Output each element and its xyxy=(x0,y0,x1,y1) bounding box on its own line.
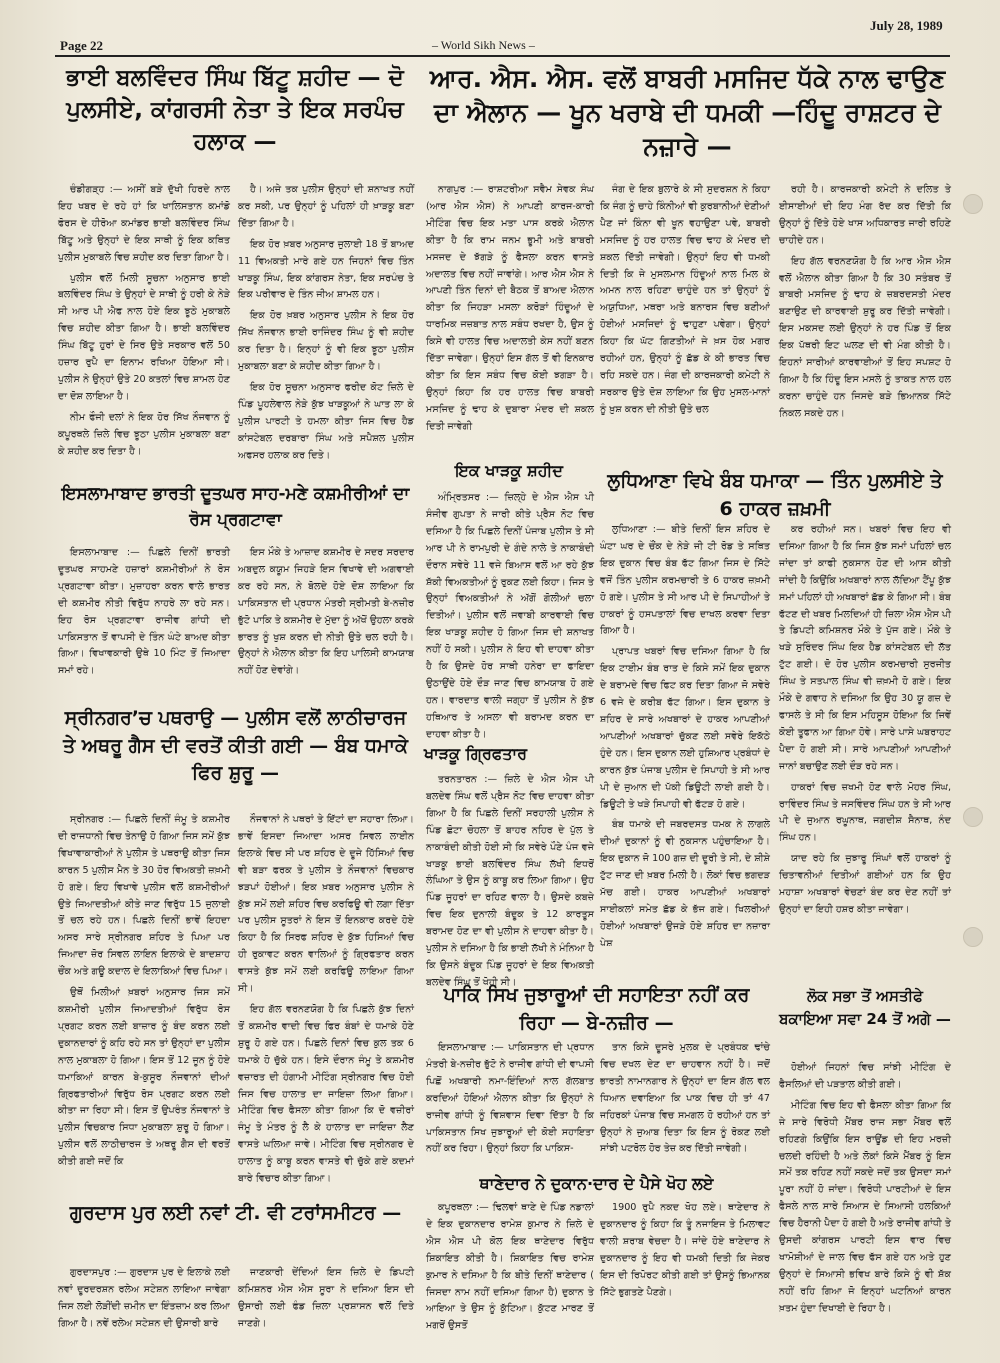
article-benazir-col-2 xyxy=(600,1040,770,1172)
page-number: Page 22 xyxy=(60,38,103,53)
header-rule xyxy=(55,55,950,57)
paragraph: ਯਾਦ ਰਹੇ ਕਿ ਜੁਝਾਰੂ ਸਿੰਘਾਂ ਵਲੋਂ ਹਾਕਰਾਂ ਨੂੰ ਚਿਤਾਵਨੀਆਂ ਦਿਤੀਆਂ ਗਈਆਂ ਹਨ ਕਿ ਉਹ ਮਹਾਸ਼ਾ ਅਖਬਾਰਾਂ ਵੇਚਣਾਂ ਬੰਦ ਕਰ ਦੇਣ ਨਹੀਂ ਤਾਂ ਉਨ੍ਹਾਂ ਦਾ ਇਹੀ ਹਸ਼ਰ ਕੀਤਾ ਜਾਵੇਗਾ। xyxy=(779,853,951,915)
paragraph: ਹੈ। ਅਜੇ ਤਕ ਪੁਲੀਸ ਉਨ੍ਹਾਂ ਦੀ ਸ਼ਨਾਖਤ ਨਹੀਂ ਕਰ ਸਕੀ, ਪਰ ਉਨ੍ਹਾਂ ਨੂੰ ਪਹਿਲਾਂ ਹੀ ਖ਼ਾੜਕੂ ਬਣਾ ਦਿੱਤਾ ਗਿਆ ਹੈ। xyxy=(238,184,414,229)
paragraph: ਨਾਗਪੁਰ :— ਰਾਸ਼ਟਰੀਆ ਸਵੈਮ ਸੇਵਕ ਸੰਘ (ਆਰ ਐਸ ਐਸ) ਨੇ ਆਪਣੀ ਕਾਰਜ-ਕਾਰੀ ਮੀਟਿੰਗ ਵਿਚ ਇਕ ਮਤਾ ਪਾਸ ਕਰਕੇ ਐਲਾਨ ਕੀਤਾ ਹੈ ਕਿ ਰਾਮ ਜਨਮ ਭੂਮੀ ਅਤੇ ਬਾਬਰੀ ਮਸਜਦ ਦੇ ਝੱਗੜੇ ਨੂੰ ਫੈਸਲਾ ਕਰਨ ਵਾਸਤੇ ਅਦਾਲਤ ਵਿਚ ਨਹੀਂ ਜਾਵਾਂਗੇ। ਆਰ ਐਸ ਐਸ ਨੇ ਆਪਣੀ ਤਿੰਨ ਦਿਨਾਂ ਦੀ ਬੈਠਕ ਤੋਂ ਬਾਅਦ ਐਲਾਨ ਕੀਤਾ ਕਿ ਜਿਹੜਾ ਮਸਲਾ ਕਰੋੜਾਂ ਹਿੰਦੂਆਂ ਦੇ ਧਾਰਮਿਕ ਜਜ਼ਬਾਤ ਨਾਲ ਸਬੰਧ ਰਖਦਾ ਹੈ, ਉਸ ਨੂੰ ਕਿਸੇ ਵੀ ਹਾਲਤ ਵਿਚ ਅਦਾਲਤੀ ਕੇਸ ਨਹੀਂ ਬਣਨ ਦਿੱਤਾ ਜਾਵੇਗਾ। ਉਨ੍ਹਾਂ ਇਸ ਗੱਲ ਤੋਂ ਵੀ ਇਨਕਾਰ ਕੀਤਾ ਕਿ ਇਸ ਸਬੰਧ ਵਿਚ ਕੋਈ ਝਗੜਾ ਹੈ। ਉਨ੍ਹਾਂ ਕਿਹਾ ਕਿ ਹਰ ਹਾਲਤ ਵਿਚ ਬਾਬਰੀ ਮਸਜਿਦ ਨੂੰ ਢਾਹ ਕੇ ਦੁਬਾਰਾ ਮੰਦਰ ਦੀ ਸ਼ਕਲ ਦਿਤੀ ਜਾਵੇਗੀ xyxy=(426,184,594,432)
paragraph: ਇਹ ਗੱਲ ਵਰਨਣਯੋਗ ਹੈ ਕਿ ਪਿਛਲੇ ਕੁੱਝ ਦਿਨਾਂ ਤੋਂ ਕਸ਼ਮੀਰ ਵਾਦੀ ਵਿਚ ਫਿਰ ਬੰਬਾਂ ਦੇ ਧਮਾਕੇ ਹੋਣੇ ਸ਼ੁਰੂ ਹੋ ਗਏ ਹਨ। ਪਿਛਲੇ ਦਿਨਾਂ ਵਿਚ ਕੁਲ ਤਕ 6 ਧਮਾਕੇ ਹੋ ਚੁੱਕੇ ਹਨ। ਇਸੇ ਦੌਰਾਨ ਜੰਮੂ ਤੇ ਕਸ਼ਮੀਰ ਵਜ਼ਾਰਤ ਦੀ ਹੰਗਾਮੀ ਮੀਟਿੰਗ ਸ੍ਰੀਨਗਰ ਵਿਚ ਹੋਈ ਜਿਸ ਵਿਚ ਹਾਲਾਤ ਦਾ ਜਾਇਜ਼ਾ ਲਿਆ ਗਿਆ। ਮੀਟਿੰਗ ਵਿਚ ਫੈਸਲਾ ਕੀਤਾ ਗਿਆ ਕਿ ਦੋ ਵਜ਼ੀਰਾਂ ਜੰਮੂ ਤੇ ਮੰਤਰ ਨੂੰ ਲੈ ਕੇ ਹਾਲਾਤ ਦਾ ਜਾਇਜ਼ਾ ਲੈਣ ਵਾਸਤੇ ਘਲਿਆ ਜਾਵੇ। ਮੀਟਿੰਗ ਵਿਚ ਸ੍ਰੀਨਗਰ ਦੇ ਹਾਲਾਤ ਨੂੰ ਕਾਬੂ ਕਰਨ ਵਾਸਤੇ ਵੀ ਚੁੱਕੇ ਗਏ ਕਦਮਾਂ ਬਾਰੇ ਵਿਚਾਰ ਕੀਤਾ ਗਿਆ। xyxy=(238,1003,414,1185)
paragraph: ਲੁਧਿਆਣਾ :— ਬੀਤੇ ਦਿਨੀਂ ਇਸ ਸ਼ਹਿਰ ਦੇ ਘੰਟਾ ਘਰ ਦੇ ਚੌਂਕ ਦੇ ਨੇੜੇ ਜੀ ਟੀ ਰੋਡ ਤੇ ਸਥਿਤ ਇਕ ਦੁਕਾਨ ਵਿਚ ਬੰਬ ਫੱਟ ਗਿਆ ਜਿਸ ਦੇ ਸਿੱਟੇ ਵਜੋਂ ਤਿੰਨ ਪੁਲੀਸ ਕਰਮਚਾਰੀ ਤੇ 6 ਹਾਕਰ ਜ਼ਖ਼ਮੀ ਹੋ ਗਏ। ਪੁਲੀਸ ਤੇ ਸੀ ਆਰ ਪੀ ਦੇ ਸਿਪਾਹੀਆਂ ਤੇ ਹਾਕਰਾਂ ਨੂੰ ਹਸਪਤਾਲਾਂ ਵਿਚ ਦਾਖਲ ਕਰਵਾ ਦਿਤਾ ਗਿਆ ਹੈ। xyxy=(600,524,770,637)
paragraph: ਚੰਡੀਗੜ੍ਹ :— ਅਸੀਂ ਬੜੇ ਦੁੱਖੀ ਹਿਰਦੇ ਨਾਲ ਇਹ ਖਬਰ ਦੇ ਰਹੇ ਹਾਂ ਕਿ ਖਾਲਿਸਤਾਨ ਕਮਾਂਡੋ ਫੋਰਸ ਦੇ ਹੀਰੋਆ ਕਮਾਂਡਰ ਭਾਈ ਬਲਵਿੰਦਰ ਸਿੰਘ ਬਿੱਟੂ ਅਤੇ ਉਨ੍ਹਾਂ ਦੇ ਇਕ ਸਾਥੀ ਨੂੰ ਇਕ ਕਥਿਤ ਪੁਲੀਸ ਮੁਕਾਬਲੇ ਵਿਚ ਸ਼ਹੀਦ ਕਰ ਦਿਤਾ ਗਿਆ ਹੈ। xyxy=(58,184,230,263)
article-gurdaspur-col-1 xyxy=(58,1265,230,1357)
paragraph: ਤਰਨਤਾਰਨ :— ਜ਼ਿਲੇ ਦੇ ਐਸ ਐਸ ਪੀ ਬਲਦੇਵ ਸਿੰਘ ਵਲੋਂ ਪ੍ਰੈਸ ਨੋਟ ਵਿਚ ਦਾਹਵਾ ਕੀਤਾ ਗਿਆ ਹੈ ਕਿ ਪਿਛਲੇ ਦਿਨੀਂ ਸਰਹਾਲੀ ਪੁਲੀਸ ਨੇ ਪਿੰਡ ਛੋਟਾ ਚੋਹਲਾ ਤੋਂ ਬਾਹਰ ਨਹਿਰ ਦੇ ਪੁੱਲ ਤੇ ਨਾਕਾਬੰਦੀ ਕੀਤੀ ਹੋਈ ਸੀ ਕਿ ਸਵੇਰੇ ਪੌਣੇ ਪੰਜ ਵਜੇ ਖਾੜਕੂ ਭਾਈ ਬਲਵਿੰਦਰ ਸਿੰਘ ਲੱਖੀ ਇਧਰੋਂ ਲੰਘਿਆ ਤੇ ਉਸ ਨੂੰ ਕਾਬੂ ਕਰ ਲਿਆ ਗਿਆ। ਉਹ ਪਿੰਡ ਜੂਹਰਾਂ ਦਾ ਰਹਿਣ ਵਾਲਾ ਹੈ। ਉਸਦੇ ਕਬਜ਼ੇ ਵਿਚ ਇਕ ਦੁਨਾਲੀ ਬੰਦੂਕ ਤੇ 12 ਕਾਰਤੂਸ ਬਰਾਮਦ ਹੋਣ ਦਾ ਵੀ ਪੁਲੀਸ ਨੇ ਦਾਹਵਾ ਕੀਤਾ ਹੈ। ਪੁਲੀਸ ਨੇ ਦਸਿਆ ਹੈ ਕਿ ਭਾਈ ਲੱਖੀ ਨੇ ਮੰਨਿਆ ਹੈ ਕਿ ਉਸਨੇ ਬੰਦੂਕ ਪਿੰਡ ਜੂਹਰਾਂ ਦੇ ਇਕ ਵਿਅਕਤੀ ਬਲਦੇਵ ਸਿੰਘ ਤੋਂ ਖੋਹੀ ਸੀ। xyxy=(426,774,594,988)
paragraph: ਹੋਈਆਂ ਜਿਹਨਾਂ ਵਿਚ ਸਾਂਝੀ ਮੀਟਿੰਗ ਦੇ ਫੈਸਲਿਆਂ ਦੀ ਪੜਤਾਲ ਕੀਤੀ ਗਈ। xyxy=(779,1062,951,1090)
article-bittu-col-2 xyxy=(238,182,414,462)
article-srinagar-col-1 xyxy=(58,812,230,1194)
paragraph: 1900 ਰੁਪੈ ਨਕਦ ਖੋਹ ਲਏ। ਥਾਣੇਦਾਰ ਨੇ ਦੁਕਾਨਦਾਰ ਨੂੰ ਕਿਹਾ ਕਿ ਤੂੰ ਨਜਾਇਜ ਤੇ ਮਿਲਾਵਟ ਵਾਲੀ ਸ਼ਰਾਬ ਵੇਚਦਾ ਹੈ। ਜਾਂਦੇ ਹੋਏ ਥਾਣੇਦਾਰ ਨੇ ਦੁਕਾਨਦਾਰ ਨੂੰ ਇਹ ਵੀ ਧਮਕੀ ਦਿਤੀ ਕਿ ਜੇਕਰ ਇਸ ਦੀ ਰਿਪੋਰਟ ਕੀਤੀ ਗਈ ਤਾਂ ਉਸਨੂੰ ਭਿਆਨਕ ਸਿੱਟੇ ਭੁਗਤਣੇ ਪੈਣਗੇ। xyxy=(600,1202,770,1298)
article-babri-col-3 xyxy=(779,182,951,464)
paragraph: ਪ੍ਰਾਪਤ ਖਬਰਾਂ ਵਿਚ ਦਸਿਆ ਗਿਆ ਹੈ ਕਿ ਇਕ ਟਾਈਮ ਬੰਬ ਰਾਤ ਦੇ ਕਿਸੇ ਸਮੇਂ ਇਕ ਦੁਕਾਨ ਦੇ ਬਰਾਮਦੇ ਵਿਚ ਫਿਟ ਕਰ ਦਿਤਾ ਗਿਆ ਜੋ ਸਵੇਰੇ 6 ਵਜੇ ਦੇ ਕਰੀਬ ਫੱਟ ਗਿਆ। ਇਸ ਦੁਕਾਨ ਤੇ ਸ਼ਹਿਰ ਦੇ ਸਾਰੇ ਅਖਬਾਰਾਂ ਦੇ ਹਾਕਰ ਆਪਣੀਆਂ ਆਪਣੀਆਂ ਅਖਬਾਰਾਂ ਚੁੱਕਣ ਲਈ ਸਵੇਰੇ ਇਕੱਠੇ ਹੁੰਦੇ ਹਨ। ਇਸ ਦੁਕਾਨ ਲਈ ਹੁਸ਼ਿਆਰ ਪ੍ਰਬੰਧਾਂ ਦੇ ਕਾਰਨ ਕੁੱਝ ਪੰਜਾਬ ਪੁਲੀਸ ਦੇ ਸਿਪਾਹੀ ਤੇ ਸੀ ਆਰ ਪੀ ਦੇ ਜੁਆਨ ਦੀ ਪੱਕੀ ਡਿਊਟੀ ਲਾਈ ਗਈ ਹੈ। ਡਿਊਟੀ ਤੇ ਖੜੇ ਸਿਪਾਹੀ ਵੀ ਫੱਟੜ ਹੋ ਗਏ। xyxy=(600,646,770,810)
paragraph: ਇਸਲਾਮਾਬਾਦ :— ਪਾਕਿਸਤਾਨ ਦੀ ਪ੍ਰਧਾਨ ਮੰਤਰੀ ਬੇ-ਨਜ਼ੀਰ ਭੁੱਟੋ ਨੇ ਰਾਜੀਵ ਗਾਂਧੀ ਦੀ ਵਾਪਸੀ ਪਿਛੋਂ ਅਖਬਾਰੀ ਨਮਾ-ਇੰਦਿਆਂ ਨਾਲ ਗੱਲਬਾਤ ਕਰਦਿਆਂ ਹੋਇਆਂ ਐਲਾਨ ਕੀਤਾ ਕਿ ਉਨ੍ਹਾਂ ਨੇ ਰਾਜੀਵ ਗਾਂਧੀ ਨੂੰ ਵਿਸ਼ਵਾਸ ਦਿਵਾ ਦਿੱਤਾ ਹੈ ਕਿ ਪਾਕਿਸਤਾਨ ਸਿਖ ਜੁਝਾਰੂਆਂ ਦੀ ਕੋਈ ਸਹਾਇਤਾ ਨਹੀਂ ਕਰ ਰਿਹਾ। ਉਨ੍ਹਾਂ ਕਿਹਾ ਕਿ ਪਾਕਿਸ- xyxy=(426,1042,594,1155)
article-khadku-shaheed-col xyxy=(426,490,594,742)
paragraph: ਸ੍ਰੀਨਗਰ :— ਪਿਛਲੇ ਦਿਨੀਂ ਜੰਮੂ ਤੇ ਕਸ਼ਮੀਰ ਦੀ ਰਾਜਧਾਨੀ ਵਿਚ ਤੇਨਾਉ ਹੋ ਗਿਆ ਜਿਸ ਸਮੇਂ ਕੁੱਝ ਵਿਖਾਵਾਕਾਰੀਆਂ ਨੇ ਪੁਲੀਸ ਤੇ ਪਥਰਾਉ ਕੀਤਾ ਜਿਸ ਕਾਰਨ 5 ਪੁਲੀਸ ਮੈਨ ਤੇ 30 ਹੋਰ ਵਿਅਕਤੀ ਜ਼ਖ਼ਮੀ ਹੋ ਗਏ। ਇਹ ਵਿਖਾਵੇ ਪੁਲੀਸ ਵਲੋਂ ਕਸ਼ਮੀਰੀਆਂ ਉਤੇ ਜਿਆਦਤੀਆਂ ਕੀਤੇ ਜਾਣ ਵਿਰੁੱਧ 15 ਜੁਲਾਈ ਤੋਂ ਚਲ ਰਹੇ ਹਨ। ਪਿਛਲੇ ਦਿਨੀਂ ਭਾਵੇਂ ਇਹਦਾ ਅਸਰ ਸਾਰੇ ਸ੍ਰੀਨਗਰ ਸ਼ਹਿਰ ਤੇ ਪਿਆ ਪਰ ਜਿਆਦਾ ਜ਼ੋਰ ਸਿਵਲ ਲਾਇਨ ਇਲਾਕੇ ਦੇ ਬਾਦਸ਼ਾਹ ਚੌਂਕ ਅਤੇ ਗਊ ਕਦਾਲ ਦੇ ਇਲਾਕਿਆਂ ਵਿਚ ਪਿਆ। xyxy=(58,814,230,978)
article-srinagar-col-2 xyxy=(238,812,414,1194)
paragraph: ਇਸ ਮੌਕੇ ਤੇ ਆਜ਼ਾਦ ਕਸ਼ਮੀਰ ਦੇ ਸਦਰ ਸਰਦਾਰ ਅਬਦੁਲ ਕਯੂਮ ਜਿਹੜੇ ਇਸ ਵਿਖਾਵੇ ਦੀ ਅਗਵਾਈ ਕਰ ਰਹੇ ਸਨ, ਨੇ ਬੋਲਦੇ ਹੋਏ ਦੋਸ਼ ਲਾਇਆ ਕਿ ਪਾਕਿਸਤਾਨ ਦੀ ਪ੍ਰਧਾਨ ਮੰਤਰੀ ਸ੍ਰੀਮਤੀ ਬੇ-ਨਜ਼ੀਰ ਭੁੱਟੋ ਪਾਕਿ ਤੇ ਕਸ਼ਮੀਰ ਦੇ ਮੁੱਦਾ ਨੂੰ ਅੱਖੋਂ ਉਹਲਾ ਕਰਕੇ ਭਾਰਤ ਨੂੰ ਖੁਸ਼ ਕਰਨ ਦੀ ਨੀਤੀ ਉਤੇ ਚਲ ਰਹੀ ਹੈ। ਉਨ੍ਹਾਂ ਨੇ ਐਲਾਨ ਕੀਤਾ ਕਿ ਇਹ ਪਾਲਿਸੀ ਕਾਮਯਾਬ ਨਹੀਂ ਹੋਣ ਦੇਵਾਂਗੇ। xyxy=(238,547,414,677)
headline-srinagar: ਸ੍ਰੀਨਗਰ’ਚ ਪਥਰਾਉ — ਪੁਲੀਸ ਵਲੋਂ ਲਾਠੀਚਾਰਜ ਤੇ ਅਥਰੂ ਗੈਸ ਦੀ ਵਰਤੋਂ ਕੀਤੀ ਗਈ — ਬੰਬ ਧਮਾਕੇ ਫਿਰ ਸ਼ੁਰੂ — xyxy=(63,707,408,785)
binder-hole xyxy=(963,927,983,947)
paragraph: ਨੌਜਵਾਨਾਂ ਨੇ ਪਥਰਾਂ ਤੇ ਇੱਟਾਂ ਦਾ ਸਹਾਰਾ ਲਿਆ। ਭਾਵੇਂ ਇਸਦਾ ਜਿਆਦਾ ਅਸਰ ਸਿਵਲ ਲਾਈਨ ਇਲਾਕੇ ਵਿਚ ਸੀ ਪਰ ਸ਼ਹਿਰ ਦੇ ਦੂਜੇ ਹਿੱਸਿਆਂ ਵਿਚ ਵੀ ਬੜਾ ਫਰਕ ਤੇ ਪੁਲੀਸ ਤੇ ਨੌਜਵਾਨਾਂ ਵਿਚਕਾਰ ਝੜਪਾਂ ਹੋਈਆਂ। ਇਕ ਖ਼ਬਰ ਅਨੁਸਾਰ ਪੁਲੀਸ ਨੇ ਕੁੱਝ ਸਮੇਂ ਲਈ ਸ਼ਹਿਰ ਵਿਚ ਕਰਫਿਊ ਵੀ ਲਗਾ ਦਿੱਤਾ ਪਰ ਪੁਲੀਸ ਸੂਤਰਾਂ ਨੇ ਇਸ ਤੋਂ ਇਨਕਾਰ ਕਰਦੇ ਹੋਏ ਕਿਹਾ ਹੈ ਕਿ ਸਿਰਫ ਸ਼ਹਿਰ ਦੇ ਕੁੱਝ ਹਿਸਿਆਂ ਵਿਚ ਹੀ ਰੁਕਾਵਟ ਕਰਨ ਵਾਲਿਆਂ ਨੂੰ ਗ੍ਰਿਫਤਾਰ ਕਰਨ ਵਾਸਤੇ ਕੁੱਝ ਸਮੇਂ ਲਈ ਕਰਫਿਊ ਲਾਇਆ ਗਿਆ ਸੀ। xyxy=(238,814,414,995)
headline-khadku-shaheed: ਇਕ ਖਾੜਕੂ ਸ਼ਹੀਦ xyxy=(455,461,563,480)
paragraph: ਇਕ ਹੋਰ ਖ਼ਬਰ ਅਨੁਸਾਰ ਜੁਲਾਈ 18 ਤੋਂ ਬਾਅਦ 11 ਵਿਅਕਤੀ ਮਾਰੇ ਗਏ ਹਨ ਜਿਹਨਾਂ ਵਿਚ ਤਿੰਨ ਖਾੜਕੂ ਸਿੰਘ, ਇਕ ਕਾਂਗਰਸ ਨੇਤਾ, ਇਕ ਸਰਪੰਚ ਤੇ ਇਕ ਪਰੀਵਾਰ ਦੇ ਤਿੰਨ ਜੀਅ ਸ਼ਾਮਲ ਹਨ। xyxy=(238,238,414,301)
paragraph: ਰਹੀ ਹੈ। ਕਾਰਜਕਾਰੀ ਕਮੇਟੀ ਨੇ ਦਲਿਤ ਤੇ ਈਸਾਈਆਂ ਦੀ ਇਹ ਮੰਗ ਰੱਦ ਕਰ ਦਿੱਤੀ ਕਿ ਉਨ੍ਹਾਂ ਨੂੰ ਦਿੱਤੇ ਹੋਏ ਖਾਸ ਅਧਿਕਾਰਤ ਜਾਰੀ ਰਹਿਣੇ ਚਾਹੀਦੇ ਹਨ। xyxy=(779,184,951,246)
article-bittu-col-1 xyxy=(58,182,230,462)
article-islamabad-col-1 xyxy=(58,545,230,685)
paragraph: ਕਪੂਰਥਲਾ :— ਢਿਲਵਾਂ ਥਾਣੇ ਦੇ ਪਿੰਡ ਨਡਾਲਾਂ ਦੇ ਇਕ ਦੁਕਾਨਦਾਰ ਰਾਮੇਸ਼ ਕੁਮਾਰ ਨੇ ਜ਼ਿਲੇ ਦੇ ਐਸ ਐਸ ਪੀ ਕੋਲ ਇਕ ਥਾਣੇਦਾਰ ਵਿਰੁੱਧ ਸ਼ਿਕਾਇਤ ਕੀਤੀ ਹੈ। ਸ਼ਿਕਾਇਤ ਵਿਚ ਰਾਮੇਸ਼ ਕੁਮਾਰ ਨੇ ਦਸਿਆ ਹੈ ਕਿ ਬੀਤੇ ਦਿਨੀਂ ਥਾਣੇਦਾਰ ( ਜਿਸਦਾ ਨਾਮ ਨਹੀਂ ਦਸਿਆ ਗਿਆ ਹੈ) ਦੁਕਾਨ ਤੇ ਆਇਆ ਤੇ ਉਸ ਨੂੰ ਕੁੱਟਿਆ। ਕੁੱਟਣ ਮਾਰਣ ਤੋਂ ਮਗਰੋਂ ਉਸਤੋਂ xyxy=(426,1202,594,1332)
headline-khadku-arrested: ਖਾੜਕੂ ਗ੍ਰਿਫਤਾਰ xyxy=(424,744,528,763)
paragraph: ਪੁਲੀਸ ਵਲੋਂ ਮਿਲੀ ਸੂਚਨਾ ਅਨੁਸਾਰ ਭਾਈ ਬਲਵਿੰਦਰ ਸਿੰਘ ਤੇ ਉਨ੍ਹਾਂ ਦੇ ਸਾਥੀ ਨੂੰ ਹਰੀ ਕੇ ਨੇੜੇ ਸੀ ਆਰ ਪੀ ਐਫ ਨਾਲ ਹੋਏ ਇਕ ਝੂਠੇ ਮੁਕਾਬਲੇ ਵਿਚ ਸ਼ਹੀਦ ਕੀਤਾ ਗਿਆ ਹੈ। ਭਾਈ ਬਲਵਿੰਦਰ ਸਿੰਘ ਬਿੱਟੂ ਹੁਰਾਂ ਦੇ ਸਿਰ ਉਤੇ ਸਰਕਾਰ ਵਲੋਂ 50 ਹਜ਼ਾਰ ਰੁਪੈ ਦਾ ਇਨਾਮ ਰਖਿਆ ਹੋਇਆ ਸੀ। ਪੁਲੀਸ ਨੇ ਉਨ੍ਹਾਂ ਉਤੇ 20 ਕਤਲਾਂ ਵਿਚ ਸ਼ਾਮਲ ਹੋਣ ਦਾ ਦੋਸ਼ ਲਾਇਆ ਹੈ। xyxy=(58,272,230,402)
paragraph: ਜੰਗ ਦੇ ਇਕ ਬੁਲਾਰੇ ਕੇ ਸੀ ਸੁਦਰਸ਼ਨ ਨੇ ਕਿਹਾ ਕਿ ਜੰਗ ਨੂੰ ਚਾਹੇ ਕਿੰਨੀਆਂ ਵੀ ਕੁਰਬਾਨੀਆਂ ਦੇਣੀਆਂ ਪੈਣ ਜਾਂ ਕਿੰਨਾ ਵੀ ਖੂਨ ਵਹਾਉਣਾ ਪਵੇ, ਬਾਬਰੀ ਮਸਜਿਦ ਨੂੰ ਹਰ ਹਾਲਤ ਵਿਚ ਢਾਹ ਕੇ ਮੰਦਰ ਦੀ ਸ਼ਕਲ ਦਿੱਤੀ ਜਾਵੇਗੀ। ਉਨ੍ਹਾਂ ਇਹ ਵੀ ਧਮਕੀ ਦਿਤੀ ਕਿ ਜੇ ਮੁਸਲਮਾਨ ਹਿੰਦੂਆਂ ਨਾਲ ਮਿਲ ਕੇ ਅਮਨ ਨਾਲ ਰਹਿਣਾ ਚਾਹੁੰਦੇ ਹਨ ਤਾਂ ਉਨ੍ਹਾਂ ਨੂੰ ਅਯੁਧਿਆ, ਮਥਰਾ ਅਤੇ ਬਨਾਰਸ ਵਿਚ ਬਣੀਆਂ ਹੋਈਆਂ ਮਸਜਿਦਾਂ ਨੂੰ ਢਾਹੁਣਾ ਪਵੇਗਾ। ਉਨ੍ਹਾਂ ਕਿਹਾ ਕਿ ਘੱਟ ਗਿਣਤੀਆਂ ਜੇ ਖ਼ਸ ਹੋਕ ਮਗਰ ਰਹੀਆਂ ਹਨ, ਉਨ੍ਹਾਂ ਨੂੰ ਛੱਡ ਕੇ ਕੀ ਭਾਰਤ ਵਿਚ ਰਹਿ ਸਕਦੇ ਹਨ। ਜੰਗ ਦੀ ਕਾਰਜਕਾਰੀ ਕਮੇਟੀ ਨੇ ਸਰਕਾਰ ਉਤੇ ਦੋਸ਼ ਲਾਇਆ ਕਿ ਉਹ ਮੁਸਲ-ਮਾਨਾਂ ਨੂੰ ਖ਼ੁਸ਼ ਕਰਨ ਦੀ ਨੀਤੀ ਉਤੇ ਚਲ xyxy=(600,184,770,415)
article-ludhiana-col-2 xyxy=(779,522,951,970)
paragraph: ਅੰਮ੍ਰਿਤਸਰ :— ਜ਼ਿਲ੍ਹੇ ਦੇ ਐਸ ਐਸ ਪੀ ਸੰਜੀਵ ਗੁਪਤਾ ਨੇ ਜਾਰੀ ਕੀਤੇ ਪ੍ਰੈਸ ਨੋਟ ਵਿਚ ਦਸਿਆ ਹੈ ਕਿ ਪਿਛਲੇ ਦਿਨੀਂ ਪੰਜਾਬ ਪੁਲੀਸ ਤੇ ਸੀ ਆਰ ਪੀ ਨੇ ਰਾਮਪੁਰੀ ਦੇ ਗੰਦੇ ਨਾਲੇ ਤੇ ਨਾਕਾਬੰਦੀ ਦੌਰਾਨ ਸਵੇਰੇ 11 ਵਜੇ ਬਿਆਸ ਵਲੋਂ ਆ ਰਹੇ ਕੁੱਝ ਸ਼ੱਕੀ ਵਿਅਕਤੀਆਂ ਨੂੰ ਰੁਕਣ ਲਈ ਕਿਹਾ। ਜਿਸ ਤੇ ਉਨ੍ਹਾਂ ਵਿਅਕਤੀਆਂ ਨੇ ਅੱਗੋਂ ਗੋਲੀਆਂ ਚਲਾ ਦਿਤੀਆਂ। ਪੁਲੀਸ ਵਲੋਂ ਜਵਾਬੀ ਕਾਰਵਾਈ ਵਿਚ ਇਕ ਖਾੜਕੂ ਸ਼ਹੀਦ ਹੋ ਗਿਆ ਜਿਸ ਦੀ ਸ਼ਨਾਖਤ ਨਹੀਂ ਹੋ ਸਕੀ। ਪੁਲੀਸ ਨੇ ਇਹ ਵੀ ਦਾਹਵਾ ਕੀਤਾ ਹੈ ਕਿ ਉਸਦੇ ਹੋਰ ਸਾਥੀ ਹਨੇਰਾ ਦਾ ਫਾਇਦਾ ਉਠਾਉਂਦੇ ਹੋਏ ਦੌੜ ਜਾਣ ਵਿਚ ਕਾਮਯਾਬ ਹੋ ਗਏ ਹਨ। ਵਾਰਦਾਤ ਵਾਲੀ ਜਗ੍ਹਾ ਤੋਂ ਪੁਲੀਸ ਨੇ ਕੁੱਝ ਹਥਿਆਰ ਤੇ ਅਸਲਾ ਵੀ ਬਰਾਮਦ ਕਰਨ ਦਾ ਦਾਹਵਾ ਕੀਤਾ ਹੈ। xyxy=(426,492,594,740)
paragraph: ਇਕ ਹੋਰ ਖ਼ਬਰ ਅਨੁਸਾਰ ਪੁਲੀਸ ਨੇ ਇਕ ਹੋਰ ਸਿੱਖ ਨੌਜਵਾਨ ਭਾਈ ਰਾਜਿੰਦਰ ਸਿੰਘ ਨੂੰ ਵੀ ਸ਼ਹੀਦ ਕਰ ਦਿਤਾ ਹੈ। ਇਨ੍ਹਾਂ ਨੂੰ ਵੀ ਇਕ ਝੂਠਾ ਪੁਲੀਸ ਮੁਕਾਬਲਾ ਬਣਾ ਕੇ ਸ਼ਹੀਦ ਕੀਤਾ ਗਿਆ ਹੈ। xyxy=(238,310,414,373)
binder-hole xyxy=(963,807,983,827)
issue-date: July 28, 1989 xyxy=(870,18,943,33)
headline-gurdaspur: ਗੁਰਦਾਸ ਪੁਰ ਲਈ ਨਵਾਂ ਟੀ. ਵੀ ਟਰਾਂਸਮੀਟਰ — xyxy=(69,1202,402,1224)
paragraph: ਬੰਬ ਧਮਾਕੇ ਦੀ ਜਬਰਦਸਤ ਧਮਕ ਨੇ ਲਾਗਲੇ ਦੀਆਂ ਦੁਕਾਨਾਂ ਨੂੰ ਵੀ ਨੁਕਸਾਨ ਪਹੁੰਚਾਇਆ ਹੈ। ਇਕ ਦੁਕਾਨ ਜੋ 100 ਗਜ਼ ਦੀ ਦੂਰੀ ਤੇ ਸੀ, ਦੇ ਸ਼ੀਸ਼ੇ ਟੁੱਟ ਜਾਣ ਦੀ ਖ਼ਬਰ ਮਿਲੀ ਹੈ। ਲੋਕਾਂ ਵਿਚ ਭਗਦੜ ਮੱਚ ਗਈ। ਹਾਕਰ ਆਪਣੀਆਂ ਅਖਬਾਰਾਂ ਸਾਈਕਲਾਂ ਸਮੇਤ ਛੱਡ ਕੇ ਭੱਜ ਗਏ। ਖਿਲਰੀਆਂ ਹੋਈਆਂ ਅਖਬਾਰਾਂ ਉਜੜੇ ਹੋਏ ਸ਼ਹਿਰ ਦਾ ਨਜ਼ਾਰਾ ਪੇਸ਼ xyxy=(600,819,770,949)
paragraph: ਕਰ ਰਹੀਆਂ ਸਨ। ਖਬਰਾਂ ਵਿਚ ਇਹ ਵੀ ਦਸਿਆ ਗਿਆ ਹੈ ਕਿ ਜਿਸ ਕੁੱਝ ਸਮਾਂ ਪਹਿਲਾਂ ਚਲ ਜਾਂਦਾ ਤਾਂ ਕਾਫੀ ਨੁਕਸਾਨ ਹੋਣ ਦੀ ਆਸ ਕੀਤੀ ਜਾਂਦੀ ਹੈ ਕਿਉਂਕਿ ਅਖਬਾਰਾਂ ਨਾਲ ਲੱਦਿਆ ਟੈਂਪੂ ਕੁੱਝ ਸਮਾਂ ਪਹਿਲਾਂ ਹੀ ਅਖਬਾਰਾਂ ਛੱਡ ਕੇ ਗਿਆ ਸੀ। ਬੰਬ ਫੱਟਣ ਦੀ ਖਬਰ ਮਿਲਦਿਆਂ ਹੀ ਜ਼ਿਲਾ ਐਸ ਐਸ ਪੀ ਤੇ ਡਿਪਟੀ ਕਮਿਸ਼ਨਰ ਮੌਕੇ ਤੇ ਪੁੱਜ ਗਏ। ਮੌਕੇ ਤੇ ਖੜੇ ਸੁਰਿੰਦਰ ਸਿੰਘ ਇਕ ਹੈਡ ਕਾਂਸਟੇਬਲ ਦੀ ਲੱਤ ਟੁੱਟ ਗਈ। ਦੋ ਹੋਰ ਪੁਲੀਸ ਕਰਮਚਾਰੀ ਸੁਰਜੀਤ ਸਿੰਘ ਤੇ ਸਤਪਾਲ ਸਿੰਘ ਵੀ ਜ਼ਖ਼ਮੀ ਹੋ ਗਏ। ਇਕ ਮੌਕੇ ਦੇ ਗਵਾਹ ਨੇ ਦਸਿਆ ਕਿ ਉਹ 30 ਯੂ ਗਜ਼ ਦੇ ਫਾਸਲੇ ਤੇ ਸੀ ਕਿ ਇਸ ਮਹਿਸੂਸ ਹੋਇਆ ਕਿ ਜਿਵੇਂ ਕੋਈ ਤੂਫਾਨ ਆ ਗਿਆ ਹੋਵੇ। ਸਾਰੇ ਪਾਸੇ ਘਬਰਾਹਟ ਪੈਦਾ ਹੋ ਗਈ ਸੀ। ਸਾਰੇ ਆਪਣੀਆਂ ਆਪਣੀਆਂ ਜਾਨਾਂ ਬਚਾਉਣ ਲਈ ਦੌੜ ਰਹੇ ਸਨ। xyxy=(779,524,951,772)
paragraph: ਉਥੋਂ ਮਿਲੀਆਂ ਖ਼ਬਰਾਂ ਅਨੁਸਾਰ ਜਿਸ ਸਮੇਂ ਕਸ਼ਮੀਰੀ ਪੁਲੀਸ ਜਿਆਦਤੀਆਂ ਵਿਰੁੱਧ ਰੋਸ ਪ੍ਰਗਟ ਕਰਨ ਲਈ ਬਾਜ਼ਾਰ ਨੂੰ ਬੰਦ ਕਰਨ ਲਈ ਦੁਕਾਨਦਾਰਾਂ ਨੂੰ ਕਹਿ ਰਹੇ ਸਨ ਤਾਂ ਉਨ੍ਹਾਂ ਦਾ ਪੁਲੀਸ ਨਾਲ ਮੁਕਾਬਲਾ ਹੋ ਗਿਆ। ਇਸ ਤੋਂ 12 ਜੂਨ ਨੂੰ ਹੋਏ ਧਮਾਕਿਆਂ ਕਾਰਨ ਬੇ-ਕੁਸੂਰ ਨੌਜਵਾਨਾਂ ਦੀਆਂ ਗ੍ਰਿਫਤਾਰੀਆਂ ਵਿਰੁੱਧ ਰੋਸ ਪ੍ਰਗਟ ਕਰਨ ਲਈ ਕੀਤਾ ਜਾ ਰਿਹਾ ਸੀ। ਇਸ ਤੋਂ ਉਪਰੰਤ ਨੌਜਵਾਨਾਂ ਤੇ ਪੁਲੀਸ ਵਿਚਕਾਰ ਸਿਧਾ ਮੁਕਾਬਲਾ ਸ਼ੁਰੂ ਹੋ ਗਿਆ। ਪੁਲੀਸ ਵਲੋਂ ਲਾਠੀਚਾਰਜ ਤੇ ਅਥਰੂ ਗੈਸ ਦੀ ਵਰਤੋਂ ਕੀਤੀ ਗਈ ਜਦੋਂ ਕਿ xyxy=(58,987,230,1168)
headline-bittu: ਭਾਈ ਬਲਵਿੰਦਰ ਸਿੰਘ ਬਿੱਟੂ ਸ਼ਹੀਦ — ਦੋ ਪੁਲਸੀਏ, ਕਾਂਗਰਸੀ ਨੇਤਾ ਤੇ ਇਕ ਸਰਪੰਚ ਹਲਾਕ — xyxy=(66,65,404,156)
article-babri-col-2 xyxy=(600,182,770,464)
article-ludhiana-col-1 xyxy=(600,522,770,970)
masthead: – World Sikh News – xyxy=(432,38,535,52)
headline-lok-sabha: ਲੋਕ ਸਭਾ ਤੋਂ ਅਸਤੀਫੇ ਬਕਾਇਆ ਸਵਾ 24 ਤੋਂ ਅਗੇ — xyxy=(779,987,951,1029)
paragraph: ਮੀਟਿੰਗ ਵਿਚ ਇਹ ਵੀ ਫੈਸਲਾ ਕੀਤਾ ਗਿਆ ਕਿ ਜੇ ਸਾਰੇ ਵਿਰੋਧੀ ਮੈਂਬਰ ਰਾਜ ਸਭਾ ਮੈਂਬਰ ਵਲੋਂ ਰਹਿਣਗੇ ਕਿਉਂਕਿ ਇਸ ਰਾਊਂਡ ਦੀ ਇਹ ਮਰਜ਼ੀ ਚਲਦੀ ਰਹਿੰਦੀ ਹੈ ਅਤੇ ਲੋਕਾਂ ਕਿਸੇ ਮੈਂਬਰ ਨੂੰ ਇਸ ਸਮੇਂ ਤਕ ਰਹਿਣ ਨਹੀਂ ਸਕਦੇ ਜਦੋਂ ਤਕ ਉਸਦਾ ਸਮਾਂ ਪੂਰਾ ਨਹੀਂ ਹੋ ਜਾਂਦਾ। ਵਿਰੋਧੀ ਪਾਰਟੀਆਂ ਦੇ ਇਸ ਫੈਸਲੇ ਨਾਲ ਸਾਰੇ ਸਿਆਸ ਦੇ ਸਿਆਸੀ ਹਲਕਿਆਂ ਵਿਚ ਹੈਰਾਨੀ ਪੈਦਾ ਹੋ ਗਈ ਹੈ ਅਤੇ ਰਾਜੀਵ ਗਾਂਧੀ ਤੇ ਉਸਦੀ ਕਾਂਗਰਸ ਪਾਰਟੀ ਇਸ ਵਾਰ ਵਿਚ ਖਾਮੋਸ਼ੀਆਂ ਦੇ ਜਾਲ ਵਿਚ ਫੱਸ ਗਏ ਹਨ ਅਤੇ ਹੁਣ ਉਨ੍ਹਾਂ ਦੇ ਸਿਆਸੀ ਭਵਿਖ ਬਾਰੇ ਕਿਸੇ ਨੂੰ ਵੀ ਸ਼ੱਕ ਨਹੀਂ ਰਹਿ ਗਿਆ ਜੋ ਇਨ੍ਹਾਂ ਘਟਨਿਆਂ ਕਾਰਨ ਖ਼ਤਮ ਹੁੰਦਾ ਦਿਖਾਈ ਦੇ ਰਿਹਾ ਹੈ। xyxy=(779,1099,951,1314)
paragraph: ਹਾਕਰਾਂ ਵਿਚ ਜ਼ਖਮੀ ਹੋਣ ਵਾਲੇ ਮੋਹਰ ਸਿੰਘ, ਰਾਵਿੰਦਰ ਸਿੰਘ ਤੇ ਜਸਵਿੰਦਰ ਸਿੰਘ ਹਨ ਤੇ ਸੀ ਆਰ ਪੀ ਦੇ ਜੁਆਨ ਰਘੂਨਾਥ, ਜਗਦੀਸ਼ ਸੈਨਾਥ, ਨੰਦ ਸਿੰਘ ਹਨ। xyxy=(779,781,951,844)
paragraph: ਨੀਮ ਫੌਜੀ ਦਲਾਂ ਨੇ ਇਕ ਹੋਰ ਸਿੱਖ ਨੌਜਵਾਨ ਨੂੰ ਕਪੂਰਥਲੇ ਜ਼ਿਲੇ ਵਿਚ ਝੂਠਾ ਪੁਲੀਸ ਮੁਕਾਬਲਾ ਬਣਾ ਕੇ ਸ਼ਹੀਦ ਕਰ ਦਿਤਾ ਹੈ। xyxy=(58,411,230,457)
article-thanedar-col-2 xyxy=(600,1200,770,1357)
headline-ludhiana: ਲੁਧਿਆਣਾ ਵਿਖੇ ਬੰਬ ਧਮਾਕਾ — ਤਿੰਨ ਪੁਲਸੀਏ ਤੇ 6 ਹਾਕਰ ਜ਼ਖ਼ਮੀ xyxy=(607,470,943,520)
article-benazir-col-1 xyxy=(426,1040,594,1172)
article-thanedar-col-1 xyxy=(426,1200,594,1357)
paragraph: ਤਾਨ ਕਿਸੇ ਦੂਸਰੇ ਮੁਲਕ ਦੇ ਪ੍ਰਬੰਧਕ ਢਾਂਚੇ ਵਿਚ ਦਖਲ ਦੇਣ ਦਾ ਚਾਹਵਾਨ ਨਹੀਂ ਹੈ। ਜਦੋਂ ਭਾਰਤੀ ਨਾਮਾਨਗਾਰ ਨੇ ਉਨ੍ਹਾਂ ਦਾ ਇਸ ਗੱਲ ਵਲ ਧਿਆਨ ਦਵਾਇਆ ਕਿ ਪਾਕ ਵਿਚ ਹੀ ਤਾਂ 47 ਜਹਿਰਕਾਂ ਪੰਜਾਬ ਵਿਚ ਸਮਗਲ ਹੋ ਰਹੀਆਂ ਹਨ ਤਾਂ ਉਨ੍ਹਾਂ ਨੇ ਜੁਆਬ ਦਿਤਾ ਕਿ ਇਸ ਨੂੰ ਰੋਕਣ ਲਈ ਸਾਂਝੀ ਪਟਰੋਲ ਹੋਰ ਤੇਜ਼ ਕਰ ਦਿੱਤੀ ਜਾਵੇਗੀ। xyxy=(600,1042,770,1155)
paragraph: ਇਸਲਾਮਾਬਾਦ :— ਪਿਛਲੇ ਦਿਨੀਂ ਭਾਰਤੀ ਦੂਤਘਰ ਸਾਹਮਣੇ ਹਜ਼ਾਰਾਂ ਕਸ਼ਮੀਰੀਆਂ ਨੇ ਰੋਸ ਪ੍ਰਗਟਾਵਾ ਕੀਤਾ। ਮੁਜ਼ਾਹਰਾ ਕਰਨ ਵਾਲੇ ਭਾਰਤ ਦੀ ਕਸ਼ਮੀਰ ਨੀਤੀ ਵਿਰੁੱਧ ਨਾਹਰੇ ਲਾ ਰਹੇ ਸਨ। ਇਹ ਰੋਸ ਪ੍ਰਗਟਾਵਾ ਰਾਜੀਵ ਗਾਂਧੀ ਦੀ ਪਾਕਿਸਤਾਨ ਤੋਂ ਵਾਪਸੀ ਦੇ ਤਿੰਨ ਘੰਟੇ ਬਾਅਦ ਕੀਤਾ ਗਿਆ। ਵਿਖਾਵਕਾਰੀ ਉਥੇ 10 ਮਿੰਟ ਤੋਂ ਜਿਆਦਾ ਸਮਾਂ ਰਹੇ। xyxy=(58,547,230,677)
binder-hole xyxy=(963,194,983,214)
paragraph: ਇਹ ਗੱਲ ਵਰਨਣਯੋਗ ਹੈ ਕਿ ਆਰ ਐਸ ਐਸ ਵਲੋਂ ਐਲਾਨ ਕੀਤਾ ਗਿਆ ਹੈ ਕਿ 30 ਸਤੰਬਰ ਤੋਂ ਬਾਬਰੀ ਮਸਜਿਦ ਨੂੰ ਢਾਹ ਕੇ ਜ਼ਬਰਦਸਤੀ ਮੰਦਰ ਬਣਾਉਣ ਦੀ ਕਾਰਵਾਈ ਸ਼ੁਰੂ ਕਰ ਦਿੱਤੀ ਜਾਵੇਗੀ। ਇਸ ਮਕਸਦ ਲਈ ਉਨ੍ਹਾਂ ਨੇ ਹਰ ਪਿੰਡ ਤੋਂ ਇਕ ਇਕ ਪੱਥਰੀ ਇਟ ਘਲਣ ਦੀ ਵੀ ਮੰਗ ਕੀਤੀ ਹੈ। ਇਹਨਾਂ ਸਾਰੀਆਂ ਕਾਰਵਾਈਆਂ ਤੋਂ ਇਹ ਸਪਸ਼ਟ ਹੋ ਗਿਆ ਹੈ ਕਿ ਹਿੰਦੂ ਇਸ ਮਸਲੇ ਨੂੰ ਤਾਕਤ ਨਾਲ ਹਲ ਕਰਨਾ ਚਾਹੁੰਦੇ ਹਨ ਜਿਸਦੇ ਬੜੇ ਭਿਆਨਕ ਸਿੱਟੇ ਨਿਕਲ ਸਕਦੇ ਹਨ। xyxy=(779,255,951,419)
article-gurdaspur-col-2 xyxy=(238,1265,414,1357)
paragraph: ਗੁਰਦਾਸਪੁਰ :— ਗੁਰਦਾਸ ਪੁਰ ਦੇ ਇਲਾਕੇ ਲਈ ਨਵਾਂ ਦੂਰਦਰਸ਼ਨ ਰਲੇਅ ਸਟੇਸ਼ਨ ਲਾਇਆ ਜਾਵੇਗਾ ਜਿਸ ਲਈ ਲੋੜੀਂਦੀ ਜ਼ਮੀਨ ਦਾ ਇੰਤਜ਼ਾਮ ਕਰ ਲਿਆ ਗਿਆ ਹੈ। ਨਵੇਂ ਰਲੇਅ ਸਟੇਸ਼ਨ ਦੀ ਉਸਾਰੀ ਬਾਰੇ xyxy=(58,1267,230,1329)
headline-islamabad: ਇਸਲਾਮਾਬਾਦ ਭਾਰਤੀ ਦੂਤਘਰ ਸਾਹ-ਮਣੇ ਕਸ਼ਮੀਰੀਆਂ ਦਾ ਰੋਸ ਪ੍ਰਗਟਾਵਾ xyxy=(61,484,410,530)
paragraph: ਜਾਣਕਾਰੀ ਦੇਂਦਿਆਂ ਇਸ ਜ਼ਿਲੇ ਦੇ ਡਿਪਟੀ ਕਮਿਸ਼ਨਰ ਐਸ ਐਸ ਸੂਰਾ ਨੇ ਦਸਿਆ ਇਸ ਦੀ ਉਸਾਰੀ ਲਈ ਫੰਡ ਜ਼ਿਲਾ ਪ੍ਰਸ਼ਾਸਨ ਵਲੋਂ ਦਿਤੇ ਜਾਣਗੇ। xyxy=(238,1267,414,1329)
article-khadku-arrested-col xyxy=(426,772,594,988)
headline-benazir: ਪਾਕਿ ਸਿਖ ਜੁਝਾਰੂਆਂ ਦੀ ਸਹਾਇਤਾ ਨਹੀਂ ਕਰ ਰਿਹਾ — ਬੇ-ਨਜ਼ੀਰ — xyxy=(443,984,750,1034)
headline-thanedar: ਥਾਣੇਦਾਰ ਨੇ ਦੁਕਾਨ·ਦਾਰ ਦੇ ਪੈਸੇ ਖੋਹ ਲਏ xyxy=(479,1174,714,1193)
paragraph: ਇਕ ਹੋਰ ਸੂਚਨਾ ਅਨੁਸਾਰ ਫਰੀਦ ਕੋਟ ਜ਼ਿਲੇ ਦੇ ਪਿੰਡ ਪੂਹਲੇਵਾਲ ਨੇੜੇ ਕੁੱਝ ਖਾੜਕੂਆਂ ਨੇ ਘਾਤ ਲਾ ਕੇ ਪੁਲੀਸ ਪਾਰਟੀ ਤੇ ਹਮਲਾ ਕੀਤਾ ਜਿਸ ਵਿਚ ਹੈਡ ਕਾਂਸਟੇਬਲ ਦਰਬਾਰਾ ਸਿੰਘ ਅਤੇ ਸਪੈਸ਼ਲ ਪੁਲੀਸ ਅਫਸਰ ਹਲਾਕ ਕਰ ਦਿਤੇ। xyxy=(238,381,414,461)
article-islamabad-col-2 xyxy=(238,545,414,685)
headline-babri: ਆਰ. ਐਸ. ਐਸ. ਵਲੋਂ ਬਾਬਰੀ ਮਸਜਿਦ ਧੱਕੇ ਨਾਲ ਢਾਉਣ ਦਾ ਐਲਾਨ — ਖੂਨ ਖਰਾਬੇ ਦੀ ਧਮਕੀ —ਹਿੰਦੂ ਰਾਸ਼ਟਰ ਦੇ ਨਜ਼ਾਰੇ — xyxy=(429,64,946,161)
article-babri-col-1 xyxy=(426,182,594,464)
article-lok-sabha-col xyxy=(779,1060,951,1357)
